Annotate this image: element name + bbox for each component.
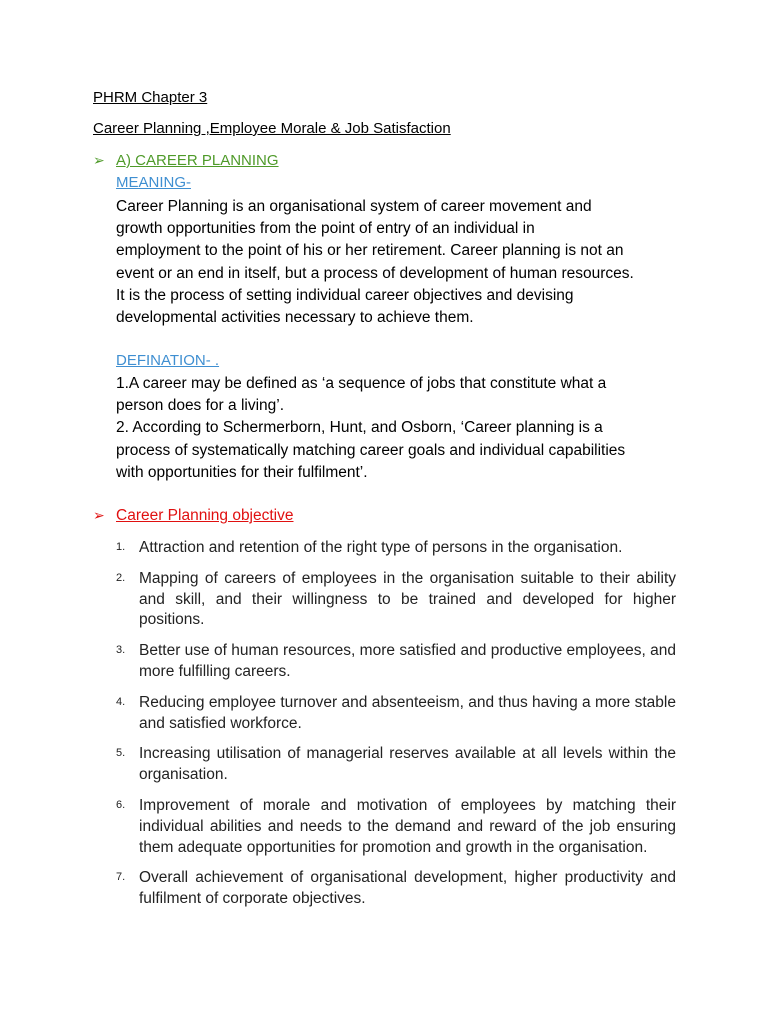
list-item-number: 7.: [116, 871, 126, 884]
list-item: [116, 641, 676, 683]
arrow-bullet-icon: ➢: [93, 152, 105, 168]
meaning-line: developmental activities necessary to achieve them.: [116, 309, 474, 327]
list-item-text: Reducing employee turnover and absenteeism, and thus having a more stable and satisfied workforce.: [139, 693, 676, 732]
definition-line: person does for a living’.: [116, 397, 285, 415]
list-item-number: 5.: [116, 747, 126, 760]
list-item-number: 4.: [116, 695, 126, 708]
arrow-bullet-icon: ➢: [93, 507, 105, 523]
list-item-number: 6.: [116, 798, 126, 811]
meaning-line: It is the process of setting individual career objectives and devising: [116, 286, 574, 304]
definition-line: process of systematically matching career goals and individual capabilities: [116, 441, 626, 459]
meaning-line: growth opportunities from the point of entry of an individual in: [116, 220, 535, 238]
document-subtitle: Career Planning ,Employee Morale & Job Satisfaction: [93, 120, 451, 137]
list-item-text: Better use of human resources, more satisfied and productive employees, and more fulfilling careers.: [139, 642, 676, 680]
definition-label: DEFINATION- .: [116, 352, 220, 369]
list-item-text: Overall achievement of organisational development, higher productivity and fulfilment of corporate objectives.: [139, 869, 676, 908]
objectives-heading: Career Planning objective: [116, 507, 294, 524]
list-item-text: Improvement of morale and motivation of employees by matching their individual abilities and needs to the demand and reward of the job ensuring them adequate opportunities for promotion and growth in the organisation.: [139, 796, 676, 856]
section-heading-career-planning: A) CAREER PLANNING: [116, 152, 279, 169]
definition-line: 1.A career may be defined as ‘a sequence of jobs that constitute what a: [116, 375, 607, 392]
list-item-text: Mapping of careers of employees in the organisation suitable to their ability and skill, and their willingness to be trained and developed for higher positions.: [139, 569, 676, 629]
document-title: PHRM Chapter 3: [93, 89, 208, 106]
objectives-list: [116, 538, 676, 910]
definition-line: with opportunities for their fulfilment’.: [116, 463, 368, 481]
list-item: [116, 538, 676, 559]
list-item-number: 3.: [116, 644, 126, 657]
meaning-line: employment to the point of his or her retirement. Career planning is not an: [116, 242, 624, 260]
list-item-text: Attraction and retention of the right type of persons in the organisation.: [139, 539, 623, 556]
list-item: [116, 693, 676, 735]
list-item: [116, 868, 676, 910]
definition-line: 2. According to Schermerborn, Hunt, and Osborn, ‘Career planning is a: [116, 419, 603, 437]
meaning-paragraph: [116, 196, 681, 329]
meaning-label: MEANING-: [116, 174, 191, 191]
list-item: [116, 796, 676, 858]
list-item-text: Increasing utilisation of managerial reserves available at all levels within the organisation.: [139, 745, 676, 784]
meaning-line: event or an end in itself, but a process of development of human resources.: [116, 264, 634, 282]
meaning-line: Career Planning is an organisational system of career movement and: [116, 198, 592, 215]
list-item: [116, 569, 676, 631]
definition-paragraph: [116, 373, 681, 484]
list-item-number: 2.: [116, 571, 126, 584]
list-item-number: 1.: [116, 541, 126, 553]
list-item: [116, 744, 676, 786]
